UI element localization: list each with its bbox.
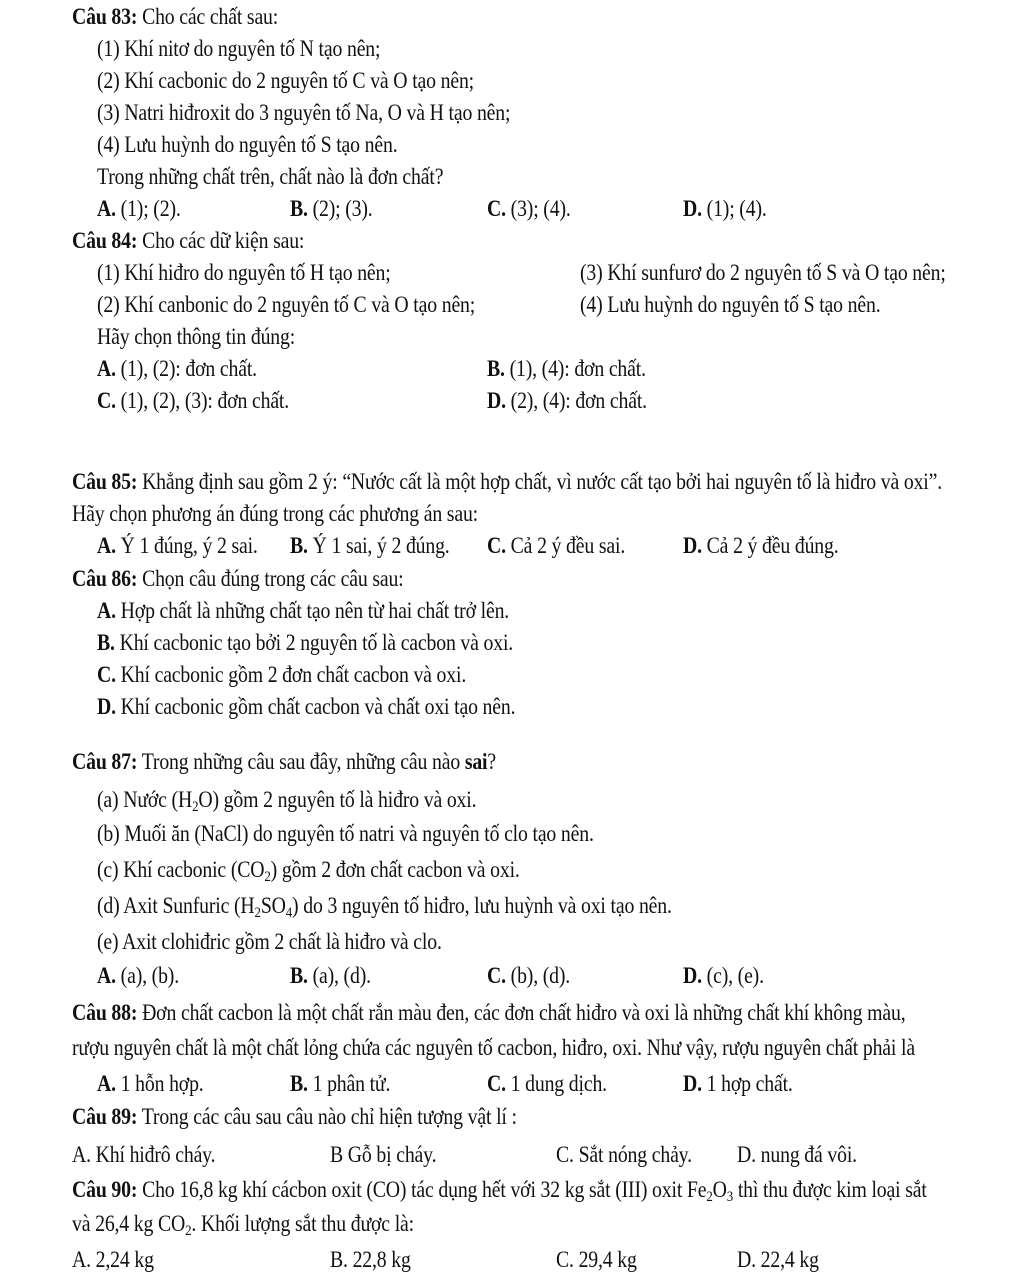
statement-text: (c) Khí cacbonic (CO [97, 857, 265, 882]
q89-option-c[interactable]: C. Sắt nóng chảy. [556, 1142, 692, 1167]
option-text: Hợp chất là những chất tạo nên từ hai chất trở lên. [115, 598, 510, 623]
option-text: Khí cacbonic gồm chất cacbon và chất oxi tạo nên. [115, 694, 516, 719]
option-letter: B. [290, 533, 308, 558]
q84-option-b[interactable] [487, 354, 646, 384]
q90-option-a[interactable]: A. 2,24 kg [72, 1247, 154, 1272]
q84-item-2: (2) Khí canbonic do 2 nguyên tố C và O tạo nên; [97, 292, 476, 317]
question-label: Câu 86: [72, 566, 138, 591]
statement-text: O) gồm 2 nguyên tố là hiđro và oxi. [198, 787, 477, 812]
option-text: (1), (2): đơn chất. [115, 356, 257, 381]
q90-option-c[interactable]: C. 29,4 kg [556, 1247, 637, 1272]
question-emphasis: sai [464, 749, 488, 774]
option-letter: C. [97, 388, 116, 413]
q90-option-b[interactable]: B. 22,8 kg [330, 1247, 411, 1272]
option-letter: A. [97, 598, 116, 623]
option-text: (a), (d). [307, 963, 371, 988]
q89-option-b[interactable]: B Gỗ bị cháy. [330, 1142, 437, 1167]
q84-option-a[interactable] [97, 354, 257, 384]
option-text: (1); (4). [701, 196, 767, 221]
option-letter: B. [290, 963, 308, 988]
option-letter: B. [487, 356, 505, 381]
option-text: 1 hợp chất. [701, 1071, 793, 1096]
question-label: Câu 87: [72, 749, 138, 774]
option-text: 1 phân tử. [307, 1071, 391, 1096]
question-89 [72, 1102, 517, 1132]
option-text: Khí cacbonic gồm 2 đơn chất cacbon và oxi. [115, 662, 467, 687]
option-letter: A. [97, 963, 116, 988]
question-label: Câu 83: [72, 4, 138, 29]
question-text-end: thì thu được kim loại sắt [733, 1177, 927, 1202]
question-text: Cho các dữ kiện sau: [137, 228, 305, 253]
q87-statement-b: (b) Muối ăn (NaCl) do nguyên tố natri và nguyên tố clo tạo nên. [97, 821, 594, 846]
option-text: (2), (4): đơn chất. [505, 388, 647, 413]
option-text: 1 dung dịch. [505, 1071, 607, 1096]
q85-option-d[interactable] [683, 531, 839, 561]
question-label: Câu 84: [72, 228, 138, 253]
statement-text: ) gồm 2 đơn chất cacbon và oxi. [270, 857, 520, 882]
q83-option-a[interactable] [97, 194, 181, 224]
q87-option-c[interactable] [487, 961, 570, 991]
question-text: Trong các câu sau câu nào chỉ hiện tượng vật lí : [137, 1104, 517, 1129]
q83-item-1: (1) Khí nitơ do nguyên tố N tạo nên; [97, 36, 381, 61]
q86-option-a[interactable] [97, 596, 509, 626]
q90-option-d[interactable]: D. 22,4 kg [737, 1247, 819, 1272]
option-text: (3); (4). [505, 196, 571, 221]
option-text: (1), (4): đơn chất. [504, 356, 646, 381]
option-letter: C. [487, 533, 506, 558]
q84-item-1: (1) Khí hiđro do nguyên tố H tạo nên; [97, 260, 391, 285]
option-letter: C. [487, 196, 506, 221]
option-letter: B. [97, 630, 115, 655]
question-83 [72, 2, 278, 32]
option-letter: D. [97, 694, 116, 719]
q86-option-c[interactable] [97, 660, 466, 690]
question-90 [72, 1175, 927, 1205]
q83-option-d[interactable] [683, 194, 767, 224]
subscript: 2 [706, 1189, 713, 1205]
q87-statement-c [97, 855, 520, 885]
question-label: Câu 85: [72, 469, 138, 494]
q83-option-b[interactable] [290, 194, 373, 224]
q85-option-b[interactable] [290, 531, 450, 561]
q87-statement-d [97, 891, 672, 921]
question-text-end: ? [487, 749, 497, 774]
question-text: Cho các chất sau: [137, 4, 279, 29]
q85-text-line-2: Hãy chọn phương án đúng trong các phương án sau: [72, 501, 478, 526]
q89-option-a[interactable]: A. Khí hiđrô cháy. [72, 1142, 216, 1167]
subscript: 3 [726, 1189, 734, 1205]
q86-option-d[interactable] [97, 692, 515, 722]
option-text: Cả 2 ý đều sai. [505, 533, 626, 558]
option-text: (1); (2). [115, 196, 181, 221]
question-text: . Khối lượng sắt thu được là: [191, 1211, 414, 1236]
q83-item-3: (3) Natri hiđroxit do 3 nguyên tố Na, O và H tạo nên; [97, 100, 511, 125]
option-text: (1), (2), (3): đơn chất. [115, 388, 290, 413]
statement-text: (a) Nước (H [97, 787, 193, 812]
q85-option-c[interactable] [487, 531, 625, 561]
subscript: 4 [285, 905, 293, 921]
question-88 [72, 998, 905, 1028]
option-text: 1 hỗn hợp. [115, 1071, 204, 1096]
option-text: (b), (d). [505, 963, 571, 988]
question-label: Câu 90: [72, 1177, 138, 1202]
option-letter: A. [97, 356, 116, 381]
option-text: (a), (b). [115, 963, 179, 988]
q87-statement-a [97, 785, 476, 815]
question-text: Trong những câu sau đây, những câu nào [137, 749, 465, 774]
question-text: O [712, 1177, 727, 1202]
question-text: và 26,4 kg CO [72, 1211, 186, 1236]
statement-text: ) do 3 nguyên tố hiđro, lưu huỳnh và oxi tạo nên. [292, 893, 672, 918]
option-letter: A. [97, 196, 116, 221]
option-letter: C. [487, 1071, 506, 1096]
option-letter: A. [97, 533, 116, 558]
q84-item-3: (3) Khí sunfurơ do 2 nguyên tố S và O tạo nên; [580, 260, 946, 285]
q83-item-2: (2) Khí cacbonic do 2 nguyên tố C và O tạo nên; [97, 68, 474, 93]
subscript: 2 [185, 1223, 192, 1239]
option-text: Khí cacbonic tạo bởi 2 nguyên tố là cacbon và oxi. [114, 630, 514, 655]
q88-option-a[interactable] [97, 1069, 204, 1099]
subscript: 2 [192, 799, 199, 815]
q86-option-b[interactable] [97, 628, 513, 658]
question-text: Chọn câu đúng trong các câu sau: [137, 566, 404, 591]
option-text: Ý 1 sai, ý 2 đúng. [307, 533, 450, 558]
option-letter: D. [683, 533, 702, 558]
option-text: (c), (e). [701, 963, 764, 988]
option-letter: D. [683, 1071, 702, 1096]
q84-option-d[interactable] [487, 386, 647, 416]
q85-option-a[interactable] [97, 531, 258, 561]
q83-option-c[interactable] [487, 194, 571, 224]
question-text: Đơn chất cacbon là một chất rắn màu đen, các đơn chất hiđro và oxi là những chất khí không màu, [137, 1000, 906, 1025]
q88-text-line-2: rượu nguyên chất là một chất lỏng chứa các nguyên tố cacbon, hiđro, oxi. Như vậy, rượu nguyên chất phải là [72, 1035, 915, 1060]
option-letter: D. [487, 388, 506, 413]
question-label: Câu 89: [72, 1104, 138, 1129]
option-letter: A. [97, 1071, 116, 1096]
q84-prompt: Hãy chọn thông tin đúng: [97, 324, 296, 349]
option-letter: B. [290, 196, 308, 221]
q83-item-4: (4) Lưu huỳnh do nguyên tố S tạo nên. [97, 132, 398, 157]
q87-statement-e: (e) Axit clohiđric gồm 2 chất là hiđro và clo. [97, 929, 442, 954]
question-84 [72, 226, 304, 256]
q88-option-d[interactable] [683, 1069, 793, 1099]
question-85 [72, 467, 942, 497]
q88-option-b[interactable] [290, 1069, 390, 1099]
question-text: Cho 16,8 kg khí cácbon oxit (CO) tác dụng hết với 32 kg sắt (III) oxit Fe [137, 1177, 707, 1202]
q84-item-4: (4) Lưu huỳnh do nguyên tố S tạo nên. [580, 292, 881, 317]
statement-text: (d) Axit Sunfuric (H [97, 893, 255, 918]
q87-option-b[interactable] [290, 961, 371, 991]
option-letter: D. [683, 963, 702, 988]
q87-option-a[interactable] [97, 961, 179, 991]
q84-option-c[interactable] [97, 386, 289, 416]
question-87 [72, 747, 496, 777]
option-letter: C. [487, 963, 506, 988]
subscript: 2 [254, 905, 261, 921]
option-letter: C. [97, 662, 116, 687]
q87-option-d[interactable] [683, 961, 764, 991]
q90-text-line-2 [72, 1209, 414, 1239]
option-letter: B. [290, 1071, 308, 1096]
option-letter: D. [683, 196, 702, 221]
subscript: 2 [264, 869, 271, 885]
q88-option-c[interactable] [487, 1069, 607, 1099]
q89-option-d[interactable]: D. nung đá vôi. [737, 1142, 857, 1167]
question-label: Câu 88: [72, 1000, 138, 1025]
question-text: Khẳng định sau gồm 2 ý: “Nước cất là một hợp chất, vì nước cất tạo bởi hai nguyên tố là hiđro và oxi”. [137, 469, 942, 494]
statement-text: SO [260, 893, 286, 918]
option-text: (2); (3). [307, 196, 373, 221]
question-86 [72, 564, 404, 594]
option-text: Ý 1 đúng, ý 2 sai. [115, 533, 258, 558]
option-text: Cả 2 ý đều đúng. [701, 533, 839, 558]
q83-prompt: Trong những chất trên, chất nào là đơn chất? [97, 164, 444, 189]
